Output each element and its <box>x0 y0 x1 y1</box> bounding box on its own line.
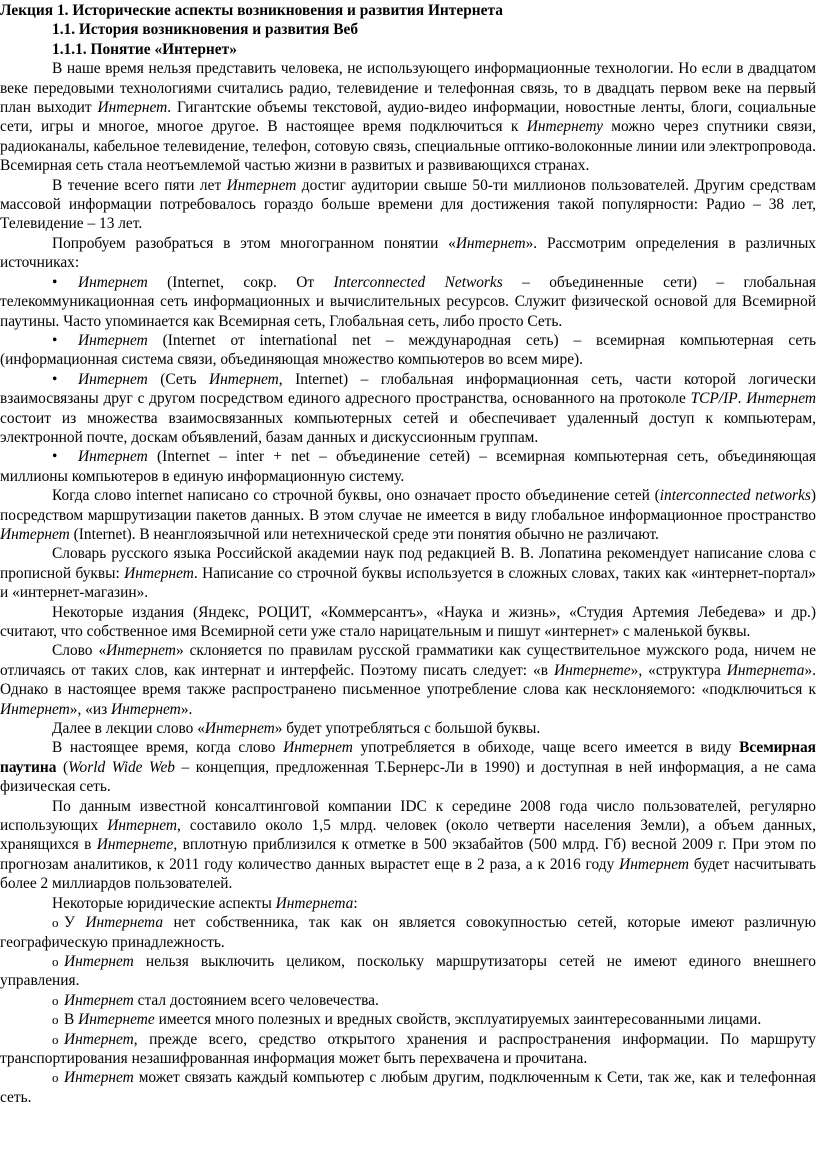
list-item: • Интернет (Internet, сокр. От Interconnected Networks – объединенные сети) – глобальная телекоммуникационная сеть информационных и вычислительных ресурсов. Служит физической основой для Всемирной паутины. Часто упоминается как Всемирная сеть, Глобальная сеть, либо просто Сеть. <box>0 273 816 330</box>
paragraph: Далее в лекции слово «Интернет» будет употребляться с большой буквы. <box>52 720 541 738</box>
list-item: o У Интернета нет собственника, так как он является совокупностью сетей, которые имеют различную географическую принадлежность. <box>0 914 816 951</box>
bullet-icon: • <box>52 370 58 388</box>
paragraph: Когда слово internet написано со строчной буквы, оно означает просто объединение сетей (interconnected networks) посредством маршрутизации пакетов данных. В этом случае не имеется в виду глобальное информационное пространство Интернет (Internet). В неанглоязычной или нетехнической среде эти понятия обычно не различают. <box>0 487 816 543</box>
legal-aspects-list <box>0 913 816 1107</box>
paragraph: В настоящее время, когда слово Интернет употребляется в обиходе, чаще всего имеется в виду Всемирная паутина (World Wide Web – концепция, предложенная Т.Бернерс-Ли в 1990) и доступная в ней информация, а не сама физическая сеть. <box>0 739 816 796</box>
paragraph: Словарь русского языка Российской академии наук под редакцией В. В. Лопатина рекомендует написание слова с прописной буквы: Интернет. Написание со строчной буквы используется в сложных словах, таких как «интернет-портал» и «интернет-магазин». <box>0 545 816 602</box>
definitions-list <box>0 273 816 486</box>
list-item: • Интернет (Internet от international net – международная сеть) – всемирная компьютерная сеть (информационная система связи, объединяющая множество компьютеров во всем мире). <box>0 331 816 369</box>
circle-bullet-icon: o <box>52 953 59 969</box>
list-item: o Интернет стал достоянием всего человечества. <box>52 991 379 1009</box>
subsection-heading: 1.1.1. Понятие «Интернет» <box>52 40 237 58</box>
paragraph: Слово «Интернет» склоняется по правилам русской грамматики как существительное мужского рода, ничем не отличаясь от таких слов, как интернат и интерфейс. Поэтому писать следует: «в Интернете», «структура Интернета». Однако в настоящее время также распространено письменное употребление слова как несклоняемого: «подключиться к Интернет», «из Интернет». <box>0 642 816 718</box>
list-item: o Интернет нельзя выключить целиком, поскольку маршрутизаторы сетей не имеют единого внешнего управления. <box>0 952 816 990</box>
paragraph: По данным известной консалтинговой компании IDC к середине 2008 года число пользователей, регулярно использующих Интернет, составило около 1,5 млрд. человек (около четверти населения Земли), а объем данных, хранящихся в Интернете, вплотную приблизился к отметке в 500 экзабайтов (500 млрд. Гб) весной 2009 г. При этом по прогнозам аналитиков, к 2011 году количество данных вырастет еще в 2 раза, а к 2016 году Интернет будет насчитывать более 2 миллиардов пользователей. <box>0 797 816 893</box>
circle-bullet-icon: o <box>52 1070 59 1086</box>
bullet-icon: • <box>52 331 58 349</box>
circle-bullet-icon: o <box>52 915 59 931</box>
list-item: o В Интернете имеется много полезных и вредных свойств, эксплуатируемых заинтересованными лицами. <box>52 1011 762 1029</box>
paragraph: В течение всего пяти лет Интернет достиг аудитории свыше 50-ти миллионов пользователей. Другим средствам массовой информации потребовалось гораздо больше времени для достижения такой популярности: Радио – 38 лет, Телевидение – 13 лет. <box>0 176 816 233</box>
list-item: o Интернет, прежде всего, средство открытого хранения и распространения информации. По маршруту транспортирования незашифрованная информация может быть перехвачена и прочитана. <box>0 1030 816 1067</box>
paragraph: Попробуем разобраться в этом многогранном понятии «Интернет». Рассмотрим определения в различных источниках: <box>0 234 816 272</box>
bullet-icon: • <box>52 273 58 291</box>
paragraph: Некоторые издания (Яндекс, РОЦИТ, «Коммерсантъ», «Наука и жизнь», «Студия Артемия Лебедева» и др.) считают, что собственное имя Всемирной сети уже стало нарицательным и пишут «интернет» с маленькой буквы. <box>0 603 816 640</box>
bullet-icon: • <box>52 448 58 466</box>
list-item: • Интернет (Internet – inter + net – объединение сетей) – всемирная компьютерная сеть, объединяющая миллионы компьютеров в единую информационную систему. <box>0 448 816 485</box>
circle-bullet-icon: o <box>52 992 59 1008</box>
circle-bullet-icon: o <box>52 1031 59 1047</box>
circle-bullet-icon: o <box>52 1012 59 1028</box>
paragraph: Некоторые юридические аспекты Интернета: <box>52 894 358 912</box>
section-heading: 1.1. История возникновения и развития Веб <box>52 21 359 39</box>
paragraph: В наше время нельзя представить человека, не использующего информационные технологии. Но если в двадцатом веке передовыми технологиями считались радио, телевидение и телефонная связь, то в двадцать первом веке на первый план выходит Интернет. Гигантские объемы текстовой, аудио-видео информации, новостные ленты, блоги, социальные сети, игры и многое, многое другое. В настоящее время подключиться к Интернету можно через спутники связи, радиоканалы, кабельное телевидение, телефон, сотовую связь, специальные оптико-волоконные линии или электропровода. Всемирная сеть стала неотъемлемой частью жизни в развитых и развивающихся странах. <box>0 60 816 175</box>
list-item: • Интернет (Сеть Интернет, Internet) – глобальная информационная сеть, части которой логически взаимосвязаны друг с другом посредством единого адресного пространства, основанного на протоколе TCP/IP. Интернет состоит из множества взаимосвязанных компьютерных сетей и обеспечивает удаленный доступ к компьютерам, электронной почте, доскам объявлений, базам данных и дискуссионным группам. <box>0 370 816 446</box>
list-item: o Интернет может связать каждый компьютер с любым другим, подключенным к Сети, так же, как и телефонная сеть. <box>0 1069 816 1106</box>
lecture-title: Лекция 1. Исторические аспекты возникновения и развития Интернета <box>0 2 503 19</box>
